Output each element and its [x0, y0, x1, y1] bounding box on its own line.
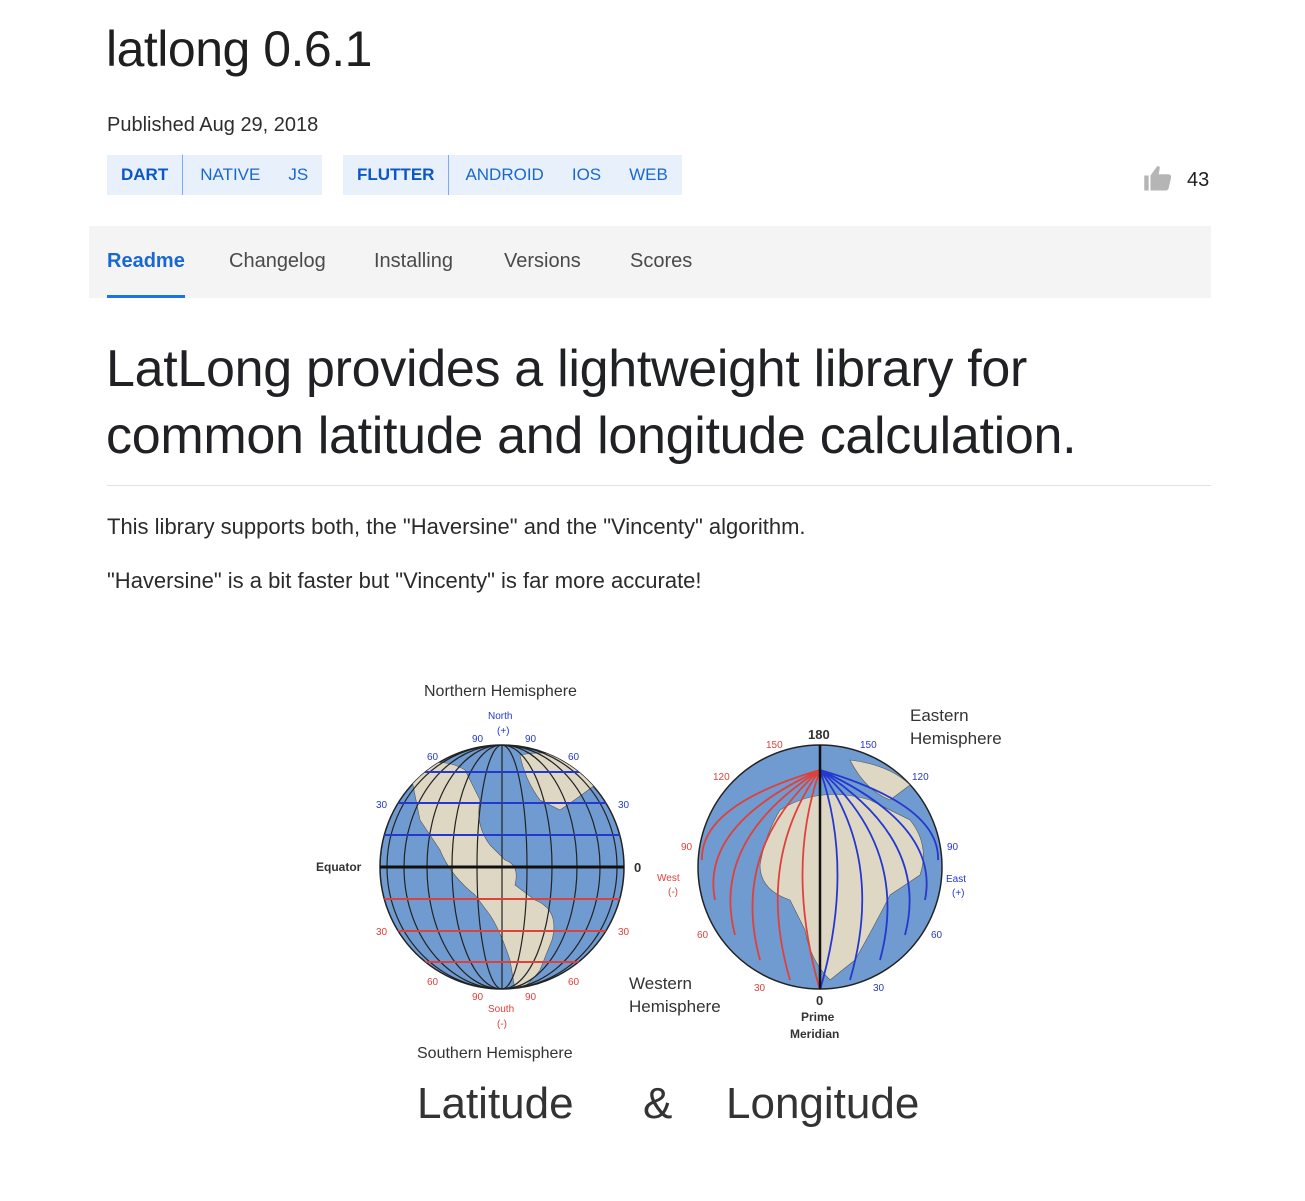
tab-installing[interactable]: Installing [374, 250, 453, 272]
ampersand-caption: & [643, 1079, 673, 1128]
lat-tick-label: 90 [472, 992, 484, 1003]
northern-hemisphere-label: Northern Hemisphere [424, 683, 577, 700]
thumb-up-icon[interactable] [1143, 164, 1173, 197]
tag-separator [448, 155, 449, 195]
south-sign-label: (-) [497, 1019, 507, 1030]
lat-tick-label: 30 [618, 800, 630, 811]
equator-label: Equator [316, 860, 362, 874]
tag-ios[interactable]: IOS [571, 165, 602, 184]
east-label: East [946, 874, 967, 885]
lon-tick-label: 90 [681, 842, 693, 853]
lat-tick-label: 30 [376, 927, 388, 938]
west-label: West [657, 873, 680, 884]
lon-180-label: 180 [808, 727, 830, 742]
lon-tick-label: 60 [931, 930, 943, 941]
lat-tick-label: 60 [427, 977, 439, 988]
tab-readme[interactable]: Readme [107, 226, 185, 298]
north-sign-label: (+) [497, 726, 510, 737]
tag-js[interactable]: JS [288, 165, 309, 184]
sdk-tag-group [107, 155, 322, 195]
tag-separator [182, 155, 183, 195]
north-label: North [488, 711, 513, 722]
tag-native[interactable]: NATIVE [200, 165, 261, 184]
tab-versions[interactable]: Versions [504, 250, 581, 272]
lat-tick-label: 60 [568, 977, 580, 988]
tag-flutter[interactable]: FLUTTER [357, 165, 435, 184]
lon-tick-label: 120 [713, 772, 730, 783]
tab-bar [89, 226, 1211, 298]
lon-tick-label: 30 [873, 983, 885, 994]
eastern-label: Eastern [910, 706, 969, 725]
lon-tick-label: 30 [754, 983, 766, 994]
western-label: Western [629, 974, 692, 993]
latitude-caption: Latitude [417, 1079, 574, 1128]
western-hemisphere-label: Hemisphere [629, 997, 721, 1016]
lat-tick-label: 30 [618, 927, 630, 938]
lat-tick-label: 90 [525, 992, 537, 1003]
lat-long-globe-illustration [290, 660, 1050, 1140]
likes [1143, 164, 1209, 197]
lat-tick-label: 60 [568, 752, 580, 763]
lon-tick-label: 60 [697, 930, 709, 941]
readme-paragraph: "Haversine" is a bit faster but "Vincenty" is far more accurate! [107, 568, 702, 593]
readme-headline: LatLong provides a lightweight library for common latitude and longitude calculation. [106, 340, 1077, 465]
latitude-globe [378, 745, 626, 990]
tag-web[interactable]: WEB [629, 165, 668, 184]
prime-zero-label: 0 [816, 993, 824, 1008]
west-sign-label: (-) [668, 887, 678, 898]
lat-tick-label: 30 [376, 800, 388, 811]
lat-tick-label: 90 [525, 734, 537, 745]
longitude-globe [698, 745, 942, 990]
tab-changelog[interactable]: Changelog [229, 250, 326, 272]
equator-zero-label: 0 [634, 860, 642, 875]
eastern-hemisphere-label: Hemisphere [910, 729, 1002, 748]
likes-count: 43 [1187, 169, 1210, 191]
lon-tick-label: 120 [912, 772, 929, 783]
tag-dart[interactable]: DART [121, 165, 169, 184]
east-sign-label: (+) [952, 888, 965, 899]
longitude-caption: Longitude [726, 1079, 920, 1128]
lat-tick-label: 90 [472, 734, 484, 745]
lat-tick-label: 60 [427, 752, 439, 763]
tag-android[interactable]: ANDROID [465, 165, 544, 184]
lon-tick-label: 90 [947, 842, 959, 853]
tab-scores[interactable]: Scores [630, 250, 693, 272]
headline-divider [107, 485, 1211, 486]
published-date: Published Aug 29, 2018 [107, 114, 319, 136]
southern-hemisphere-label: Southern Hemisphere [417, 1045, 573, 1062]
package-title: latlong 0.6.1 [106, 21, 372, 77]
south-label: South [488, 1004, 515, 1015]
readme-paragraph: This library supports both, the "Haversine" and the "Vincenty" algorithm. [107, 514, 806, 539]
lon-tick-label: 150 [860, 740, 877, 751]
lon-tick-label: 150 [766, 740, 783, 751]
meridian-label: Meridian [790, 1027, 840, 1041]
platform-tag-group [343, 155, 682, 195]
latitude-longitude-diagram [290, 660, 1050, 1140]
prime-label: Prime [801, 1010, 835, 1024]
